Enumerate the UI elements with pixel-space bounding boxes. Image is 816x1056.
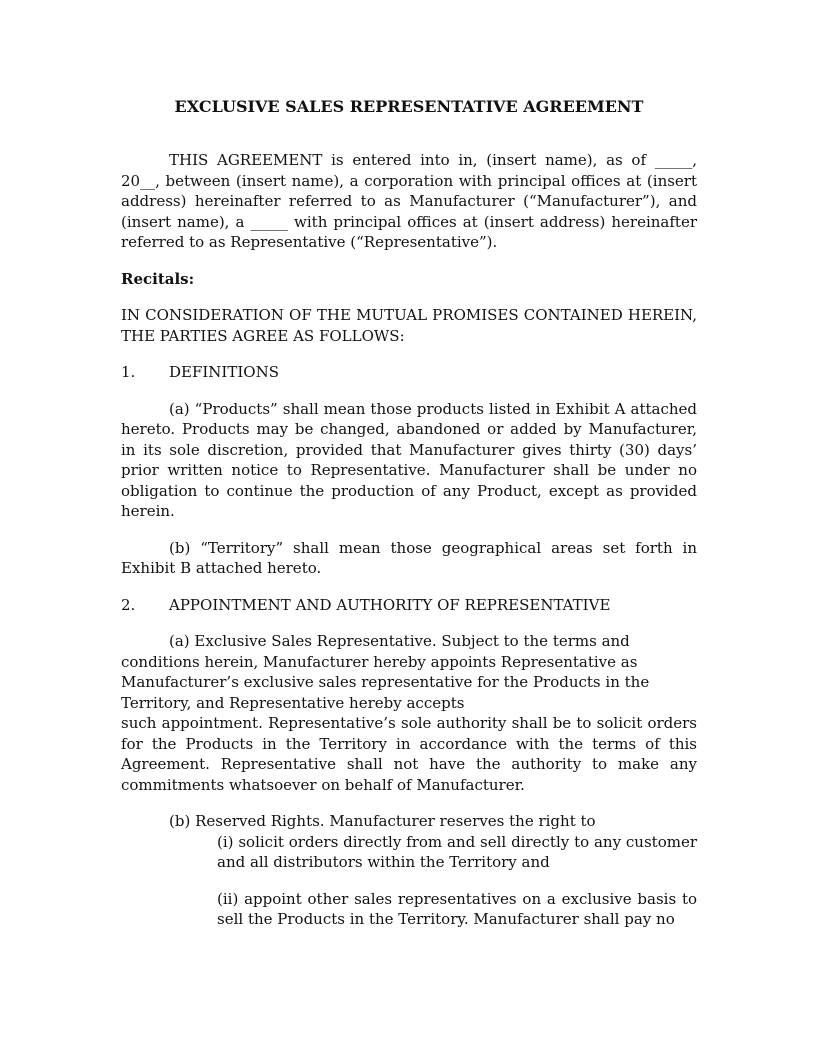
document-page: [121, 97, 697, 930]
consideration-paragraph: IN CONSIDERATION OF THE MUTUAL PROMISES CONTAINED HEREIN, THE PARTIES AGREE AS FOLLOWS:: [121, 306, 697, 345]
section-2-title: APPOINTMENT AND AUTHORITY OF REPRESENTATIVE: [169, 595, 611, 614]
section-2b-item-ii: (ii) appoint other sales representatives on a exclusive basis to sell the Products in the Territory. Manufacturer shall pay no: [217, 889, 697, 928]
section-2b-item-i: (i) solicit orders directly from and sell directly to any customer and all distributors within the Territory and: [217, 832, 697, 871]
document-title: EXCLUSIVE SALES REPRESENTATIVE AGREEMENT: [174, 97, 644, 116]
section-2a-paragraph-part2: such appointment. Representative’s sole authority shall be to solicit orders for the Products in the Territory in accordance with the terms of this Agreement. Representative shall not have the authority to make any commitments whatsoever on behalf of Manufacturer.: [121, 714, 697, 794]
section-2a-paragraph-part1: [121, 631, 697, 713]
section-2-number: 2.: [121, 595, 136, 614]
section-1a-paragraph: (a) “Products” shall mean those products listed in Exhibit A attached hereto. Products may be changed, abandoned or added by Manufacturer, in its sole discretion, provided that Manufacturer gives thirty (30) days’ prior written notice to Representative. Manufacturer shall be under no obligation to continue the production of any Product, except as provided herein.: [121, 399, 697, 520]
intro-paragraph: THIS AGREEMENT is entered into in, (insert name), as of _____, 20__, between (insert name), a corporation with principal offices at (insert address) hereinafter referred to as Manufacturer (“Manufacturer”), and (insert name), a _____ with principal offices at (insert address) hereinafter referred to as Representative (“Representative”).: [121, 151, 697, 251]
section-1b-paragraph: (b) “Territory” shall mean those geographical areas set forth in Exhibit B attached hereto.: [121, 538, 697, 577]
section-1-title: DEFINITIONS: [169, 363, 279, 381]
section-2-heading: [121, 595, 697, 616]
section-2b-lead: (b) Reserved Rights. Manufacturer reserves the right to: [169, 812, 596, 830]
recitals-heading: Recitals:: [121, 269, 195, 288]
section-2a-text-part1: (a) Exclusive Sales Representative. Subject to the terms and conditions herein, Manufacturer hereby appoints Representative as Manufacturer’s exclusive sales representative for the Products in the Territory, and Representative hereby accepts: [121, 632, 650, 712]
section-1-number: 1.: [121, 363, 136, 381]
section-1-heading: [121, 362, 697, 383]
